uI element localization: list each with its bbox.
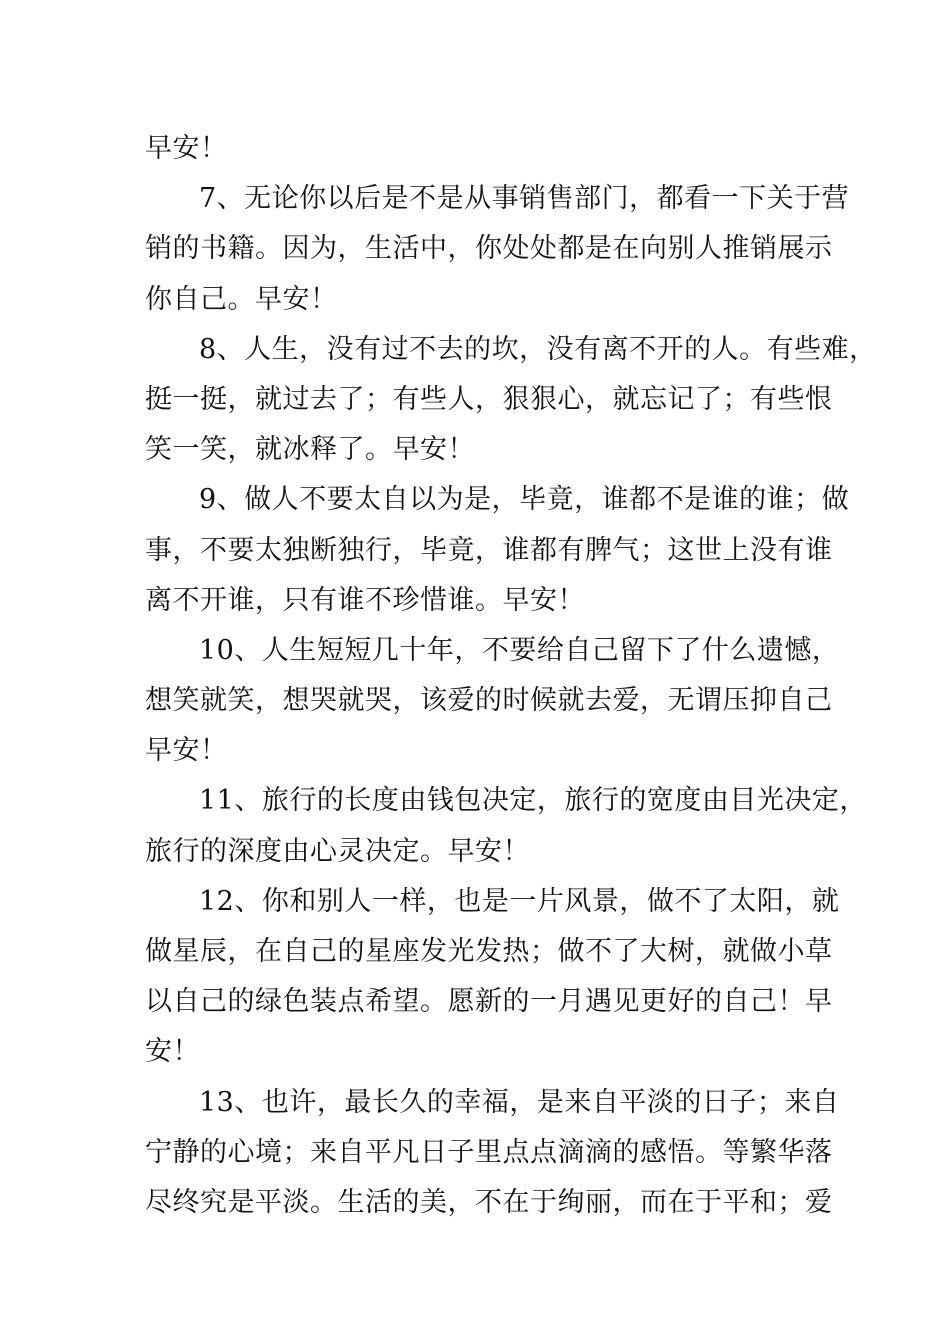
text-line: 离不开谁，只有谁不珍惜谁。早安！ <box>145 584 585 616</box>
text-line: 做星辰，在自己的星座发光发热；做不了大树，就做小草 <box>145 936 833 967</box>
text-line: 早安！ <box>145 735 228 767</box>
text-line: 11、旅行的长度由钱包决定，旅行的宽度由目光决定， <box>199 785 867 817</box>
document-body <box>145 124 877 1228</box>
text-line: 8、人生，没有过不去的坎，没有离不开的人。有些难， <box>199 333 877 365</box>
text-line: 9、做人不要太自以为是，毕竟，谁都不是谁的谁；做 <box>199 484 850 516</box>
text-line: 宁静的心境；来自平凡日子里点点滴滴的感悟。等繁华落 <box>145 1136 833 1168</box>
paragraph <box>145 1078 840 1229</box>
text-line: 旅行的深度由心灵决定。早安！ <box>145 835 530 867</box>
text-line: 笑一笑，就冰释了。早安！ <box>145 434 475 466</box>
text-line: 10、人生短短几十年，不要给自己留下了什么遗憾， <box>199 634 840 666</box>
text-line: 以自己的绿色装点希望。愿新的一月遇见更好的自己！早 <box>145 986 833 1018</box>
text-line: 想笑就笑，想哭就哭，该爱的时候就去爱，无谓压抑自己 <box>145 685 833 717</box>
text-line: 安！ <box>145 1036 200 1068</box>
paragraph <box>145 174 850 325</box>
text-line: 事，不要太独断独行，毕竟，谁都有脾气；这世上没有谁 <box>145 534 833 566</box>
paragraph <box>145 325 877 476</box>
text-line: 你自己。早安！ <box>145 283 338 315</box>
text-line: 7、无论你以后是不是从事销售部门，都看一下关于营 <box>199 183 850 215</box>
text-line: 早安！ <box>145 133 228 164</box>
paragraph <box>145 776 867 876</box>
text-line: 挺一挺，就过去了；有些人，狠狠心，就忘记了；有些恨 <box>145 383 833 415</box>
text-line: 销的书籍。因为，生活中，你处处都是在向别人推销展示 <box>145 233 833 265</box>
text-line: 尽终究是平淡。生活的美，不在于绚丽，而在于平和；爱 <box>145 1186 833 1218</box>
paragraph <box>145 626 840 777</box>
text-line: 12、你和别人一样，也是一片风景，做不了太阳，就 <box>199 885 840 917</box>
text-line: 13、也许，最长久的幸福，是来自平淡的日子；来自 <box>199 1086 840 1118</box>
paragraph <box>145 475 850 626</box>
paragraph <box>145 877 840 1078</box>
paragraph <box>145 124 815 174</box>
